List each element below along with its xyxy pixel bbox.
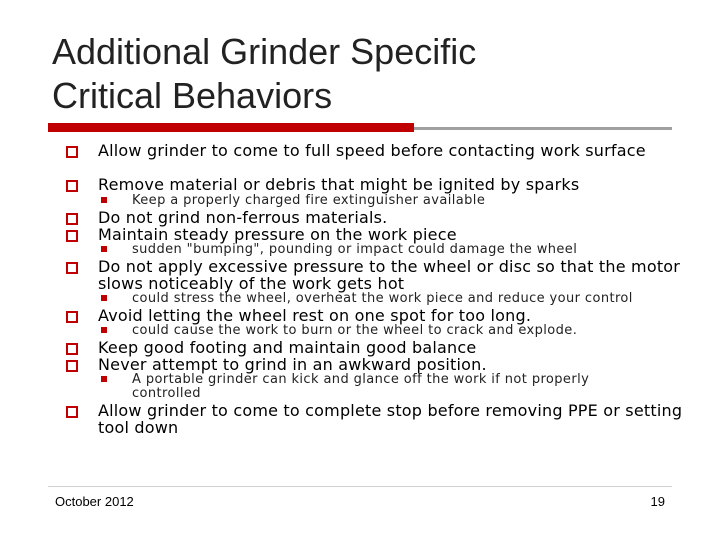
bullet-text: A portable grinder can kick and glance off the work if not properly controlled [132, 372, 590, 401]
filled-square-bullet-icon [101, 327, 107, 333]
bullet-text: Do not apply excessive pressure to the wheel or disc so that the motor slows noticeably of the work gets hot [98, 257, 681, 293]
bullet-text: Keep good footing and maintain good balance [98, 338, 477, 357]
hollow-square-bullet-icon [66, 213, 78, 225]
hollow-square-bullet-icon [66, 146, 78, 158]
hollow-square-bullet-icon [66, 406, 78, 418]
title-line-1: Additional Grinder Specific [52, 31, 477, 72]
hollow-square-bullet-icon [66, 230, 78, 242]
filled-square-bullet-icon [101, 197, 107, 203]
filled-square-bullet-icon [101, 246, 107, 252]
filled-square-bullet-icon [101, 376, 107, 382]
hollow-square-bullet-icon [66, 343, 78, 355]
hollow-square-bullet-icon [66, 360, 78, 372]
page-number: 19 [650, 494, 665, 509]
title-line-2: Critical Behaviors [52, 75, 333, 116]
bullet-text: Allow grinder to come to complete stop before removing PPE or setting tool down [98, 401, 683, 437]
bullet-text: could stress the wheel, overheat the work piece and reduce your control [132, 291, 633, 306]
bullet-text: Remove material or debris that might be ignited by sparks [98, 175, 580, 194]
hollow-square-bullet-icon [66, 311, 78, 323]
filled-square-bullet-icon [101, 295, 107, 301]
bullet-text: Avoid letting the wheel rest on one spot for too long. [98, 306, 532, 325]
hollow-square-bullet-icon [66, 180, 78, 192]
bullet-text: Maintain steady pressure on the work piece [98, 225, 457, 244]
bullet-text: could cause the work to burn or the wheel to crack and explode. [132, 323, 578, 338]
footer-date: October 2012 [55, 494, 134, 509]
bullet-text: sudden "bumping", pounding or impact could damage the wheel [132, 242, 578, 257]
bullet-text: Keep a properly charged fire extinguisher available [132, 193, 486, 208]
bullet-text: Never attempt to grind in an awkward position. [98, 355, 487, 374]
footer-divider [48, 486, 672, 487]
hollow-square-bullet-icon [66, 262, 78, 274]
bullet-text: Allow grinder to come to full speed before contacting work surface [98, 141, 646, 160]
bullet-text: Do not grind non-ferrous materials. [98, 208, 388, 227]
